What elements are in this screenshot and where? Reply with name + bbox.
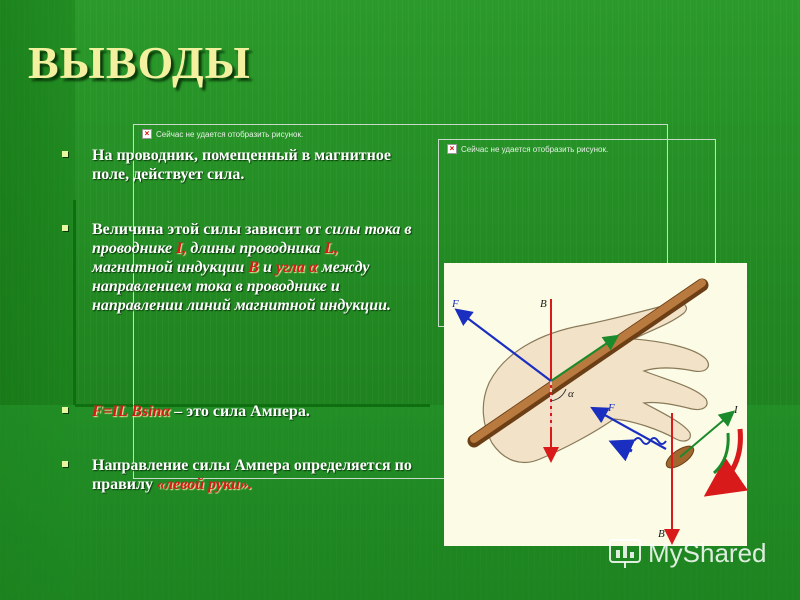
bullet-text-part: длины проводника bbox=[186, 240, 325, 257]
rotation-arrow bbox=[712, 429, 740, 491]
left-hand-rule-figure bbox=[444, 263, 747, 546]
label-f-mid: F bbox=[608, 402, 615, 414]
rotation-arrow-inner bbox=[714, 433, 728, 473]
small-blue-arrow bbox=[614, 443, 632, 451]
label-i: I bbox=[734, 404, 738, 416]
bullet-text-part: F=IL Bsinα bbox=[92, 403, 171, 420]
label-alpha: α bbox=[568, 388, 574, 400]
bullet-item bbox=[62, 146, 412, 184]
bullet-text-part: силы тока в проводнике bbox=[92, 221, 412, 257]
label-f-top: F bbox=[452, 298, 459, 310]
label-b-top: B bbox=[540, 298, 547, 310]
hand-shape bbox=[483, 303, 708, 463]
watermark bbox=[608, 536, 767, 570]
bullet-text-part: угла α bbox=[275, 259, 318, 276]
bullet-item bbox=[62, 220, 412, 315]
bullet-text-part: магнитной индукции bbox=[92, 259, 249, 276]
bullet-text-part: – это сила Ампера. bbox=[170, 403, 310, 420]
bullet-square-icon bbox=[62, 407, 68, 413]
bullet-square-icon bbox=[62, 461, 68, 467]
slide-title: ВЫВОДЫ bbox=[28, 37, 251, 88]
bullet-text-part: и bbox=[258, 259, 276, 276]
left-hand-rule-diagram bbox=[444, 263, 747, 546]
placeholder-message bbox=[447, 144, 608, 154]
watermark-text: MyShared bbox=[648, 537, 767, 568]
bullet-item bbox=[62, 456, 412, 494]
bullet-text-part: Направление силы Ампера определяется по правилу bbox=[92, 457, 412, 493]
bullet-item bbox=[62, 402, 412, 421]
placeholder-text: Сейчас не удается отобразить рисунок. bbox=[461, 144, 609, 154]
bullet-text-part: I, bbox=[176, 240, 187, 257]
myshared-logo-icon bbox=[608, 536, 642, 570]
placeholder-text: Сейчас не удается отобразить рисунок. bbox=[156, 129, 304, 139]
bullet-text-part: Величина этой силы зависит от bbox=[92, 221, 326, 238]
bullet-text-part: между направлением тока в проводнике и направлении линий магнитной индукции. bbox=[92, 259, 391, 314]
bullet-text-part: «левой руки». bbox=[156, 476, 252, 493]
bullet-text-part: В bbox=[248, 259, 259, 276]
bullet-text-part: L, bbox=[324, 240, 339, 257]
placeholder-message bbox=[142, 129, 303, 139]
broken-image-icon: × bbox=[447, 144, 457, 154]
bullet-text-part: На проводник, помещенный в магнитное поле, действует сила. bbox=[92, 147, 391, 183]
label-b-bottom: B bbox=[658, 528, 665, 540]
bullet-square-icon bbox=[62, 151, 68, 157]
broken-image-icon: × bbox=[142, 129, 152, 139]
bullet-square-icon bbox=[62, 225, 68, 231]
